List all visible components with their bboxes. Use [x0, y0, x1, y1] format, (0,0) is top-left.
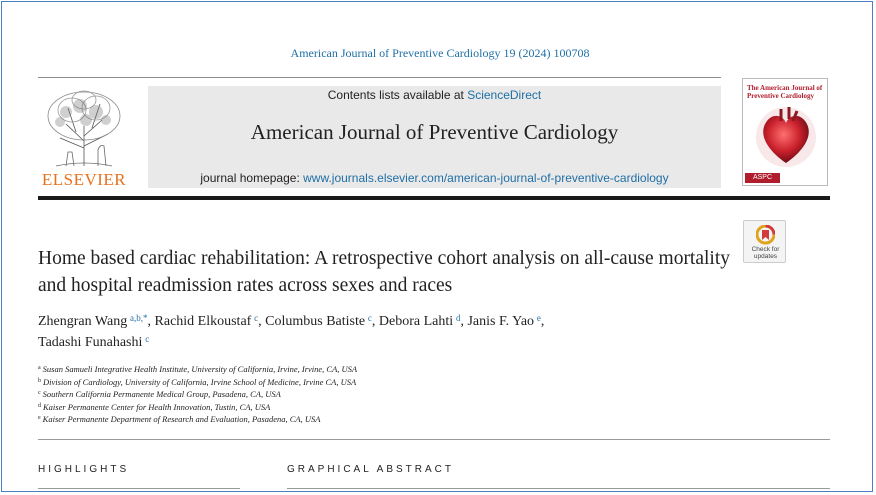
affiliation-key: c — [38, 390, 41, 396]
sciencedirect-link[interactable]: ScienceDirect — [467, 88, 542, 102]
affiliation-key: b — [38, 377, 41, 384]
page-frame — [1, 1, 873, 492]
homepage-line — [148, 171, 721, 185]
author-name: Columbus Batiste — [265, 314, 366, 329]
header-thick-rule — [38, 196, 830, 200]
author-affiliation-marker[interactable]: a,b,* — [130, 313, 148, 323]
author-name: Rachid Elkoustaf — [154, 314, 252, 329]
highlights-heading: HIGHLIGHTS — [38, 464, 130, 475]
author-affiliation-marker[interactable]: e — [536, 313, 541, 323]
affiliation-key: d — [38, 402, 41, 409]
author — [155, 314, 259, 329]
elsevier-wordmark: ELSEVIER — [41, 170, 127, 189]
journal-banner — [148, 86, 721, 188]
check-updates-label — [744, 246, 787, 260]
journal-title: American Journal of Preventive Cardiology — [250, 120, 619, 144]
author — [379, 314, 461, 329]
author-name: Janis F. Yao — [467, 314, 535, 329]
cover-footer-aspc: ASPC — [745, 173, 780, 183]
contents-line — [148, 88, 721, 102]
author-affiliation-marker[interactable]: c — [367, 313, 372, 323]
journal-cover-thumbnail[interactable] — [742, 78, 828, 186]
affiliation-text: Southern California Permanente Medical Group, Pasadena, CA, USA — [42, 389, 281, 399]
check-updates-line1: Check for — [751, 246, 780, 253]
graphical-abstract-heading: GRAPHICAL ABSTRACT — [287, 464, 454, 475]
homepage-prefix: journal homepage: — [200, 171, 300, 185]
affiliation-list — [38, 363, 758, 426]
author-affiliation-marker[interactable]: c — [145, 334, 150, 344]
author-name: Zhengran Wang — [38, 314, 128, 329]
author-list: Zhengran Wang $^{a,b,*}$, Rachid Elkoustaf $^c$, Columbus Batiste $^c$, Debora Lahti $^d$, Janis F. Yao $^e$, Tadashi Funahashi $^c$ — [38, 313, 545, 350]
affiliation-text: Kaiser Permanente Center for Health Innovation, Tustin, CA, USA — [43, 401, 271, 412]
check-for-updates-button[interactable] — [743, 220, 786, 263]
affiliation-item — [38, 376, 758, 389]
affiliation-item — [38, 413, 758, 426]
author-affiliation-marker[interactable]: c — [254, 313, 259, 323]
header-rule — [38, 77, 721, 78]
author — [38, 335, 149, 350]
author-name: Debora Lahti — [378, 314, 454, 329]
author — [467, 314, 540, 329]
contents-prefix: Contents lists available at — [327, 88, 464, 102]
affiliation-item — [38, 363, 758, 376]
check-updates-icon — [756, 225, 775, 245]
affiliation-key: a — [38, 365, 41, 371]
journal-citation[interactable]: American Journal of Preventive Cardiology 19 (2024) 100708 — [290, 46, 590, 60]
affiliation-text: Susan Samueli Integrative Health Institute, University of California, Irvine, Irvine, CA, USA — [42, 364, 358, 374]
affiliation-key: e — [38, 415, 41, 421]
graphical-abstract-rule — [287, 488, 830, 489]
check-updates-line2: updates — [753, 253, 778, 260]
article-title: Home based cardiac rehabilitation: A retrospective cohort analysis on all-cause mortality and hospital readmission rates across sexes and races — [38, 248, 731, 296]
author — [265, 314, 372, 329]
cover-title: The American Journal of Preventive Cardiology — [747, 84, 823, 100]
highlights-rule — [38, 488, 240, 489]
author — [38, 314, 148, 329]
affiliation-text: Kaiser Permanente Department of Research and Evaluation, Pasadena, CA, USA — [42, 414, 321, 424]
affiliation-item — [38, 388, 758, 401]
author-name: Tadashi Funahashi — [38, 335, 143, 350]
author-affiliation-marker[interactable]: d — [455, 313, 461, 323]
section-rule — [38, 439, 830, 440]
journal-homepage-link[interactable]: www.journals.elsevier.com/american-journal-of-preventive-cardiology — [303, 171, 669, 185]
affiliation-item — [38, 401, 758, 414]
affiliation-text: Division of Cardiology, University of California, Irvine School of Medicine, Irvine CA, USA — [43, 376, 357, 387]
heart-icon — [753, 101, 819, 171]
